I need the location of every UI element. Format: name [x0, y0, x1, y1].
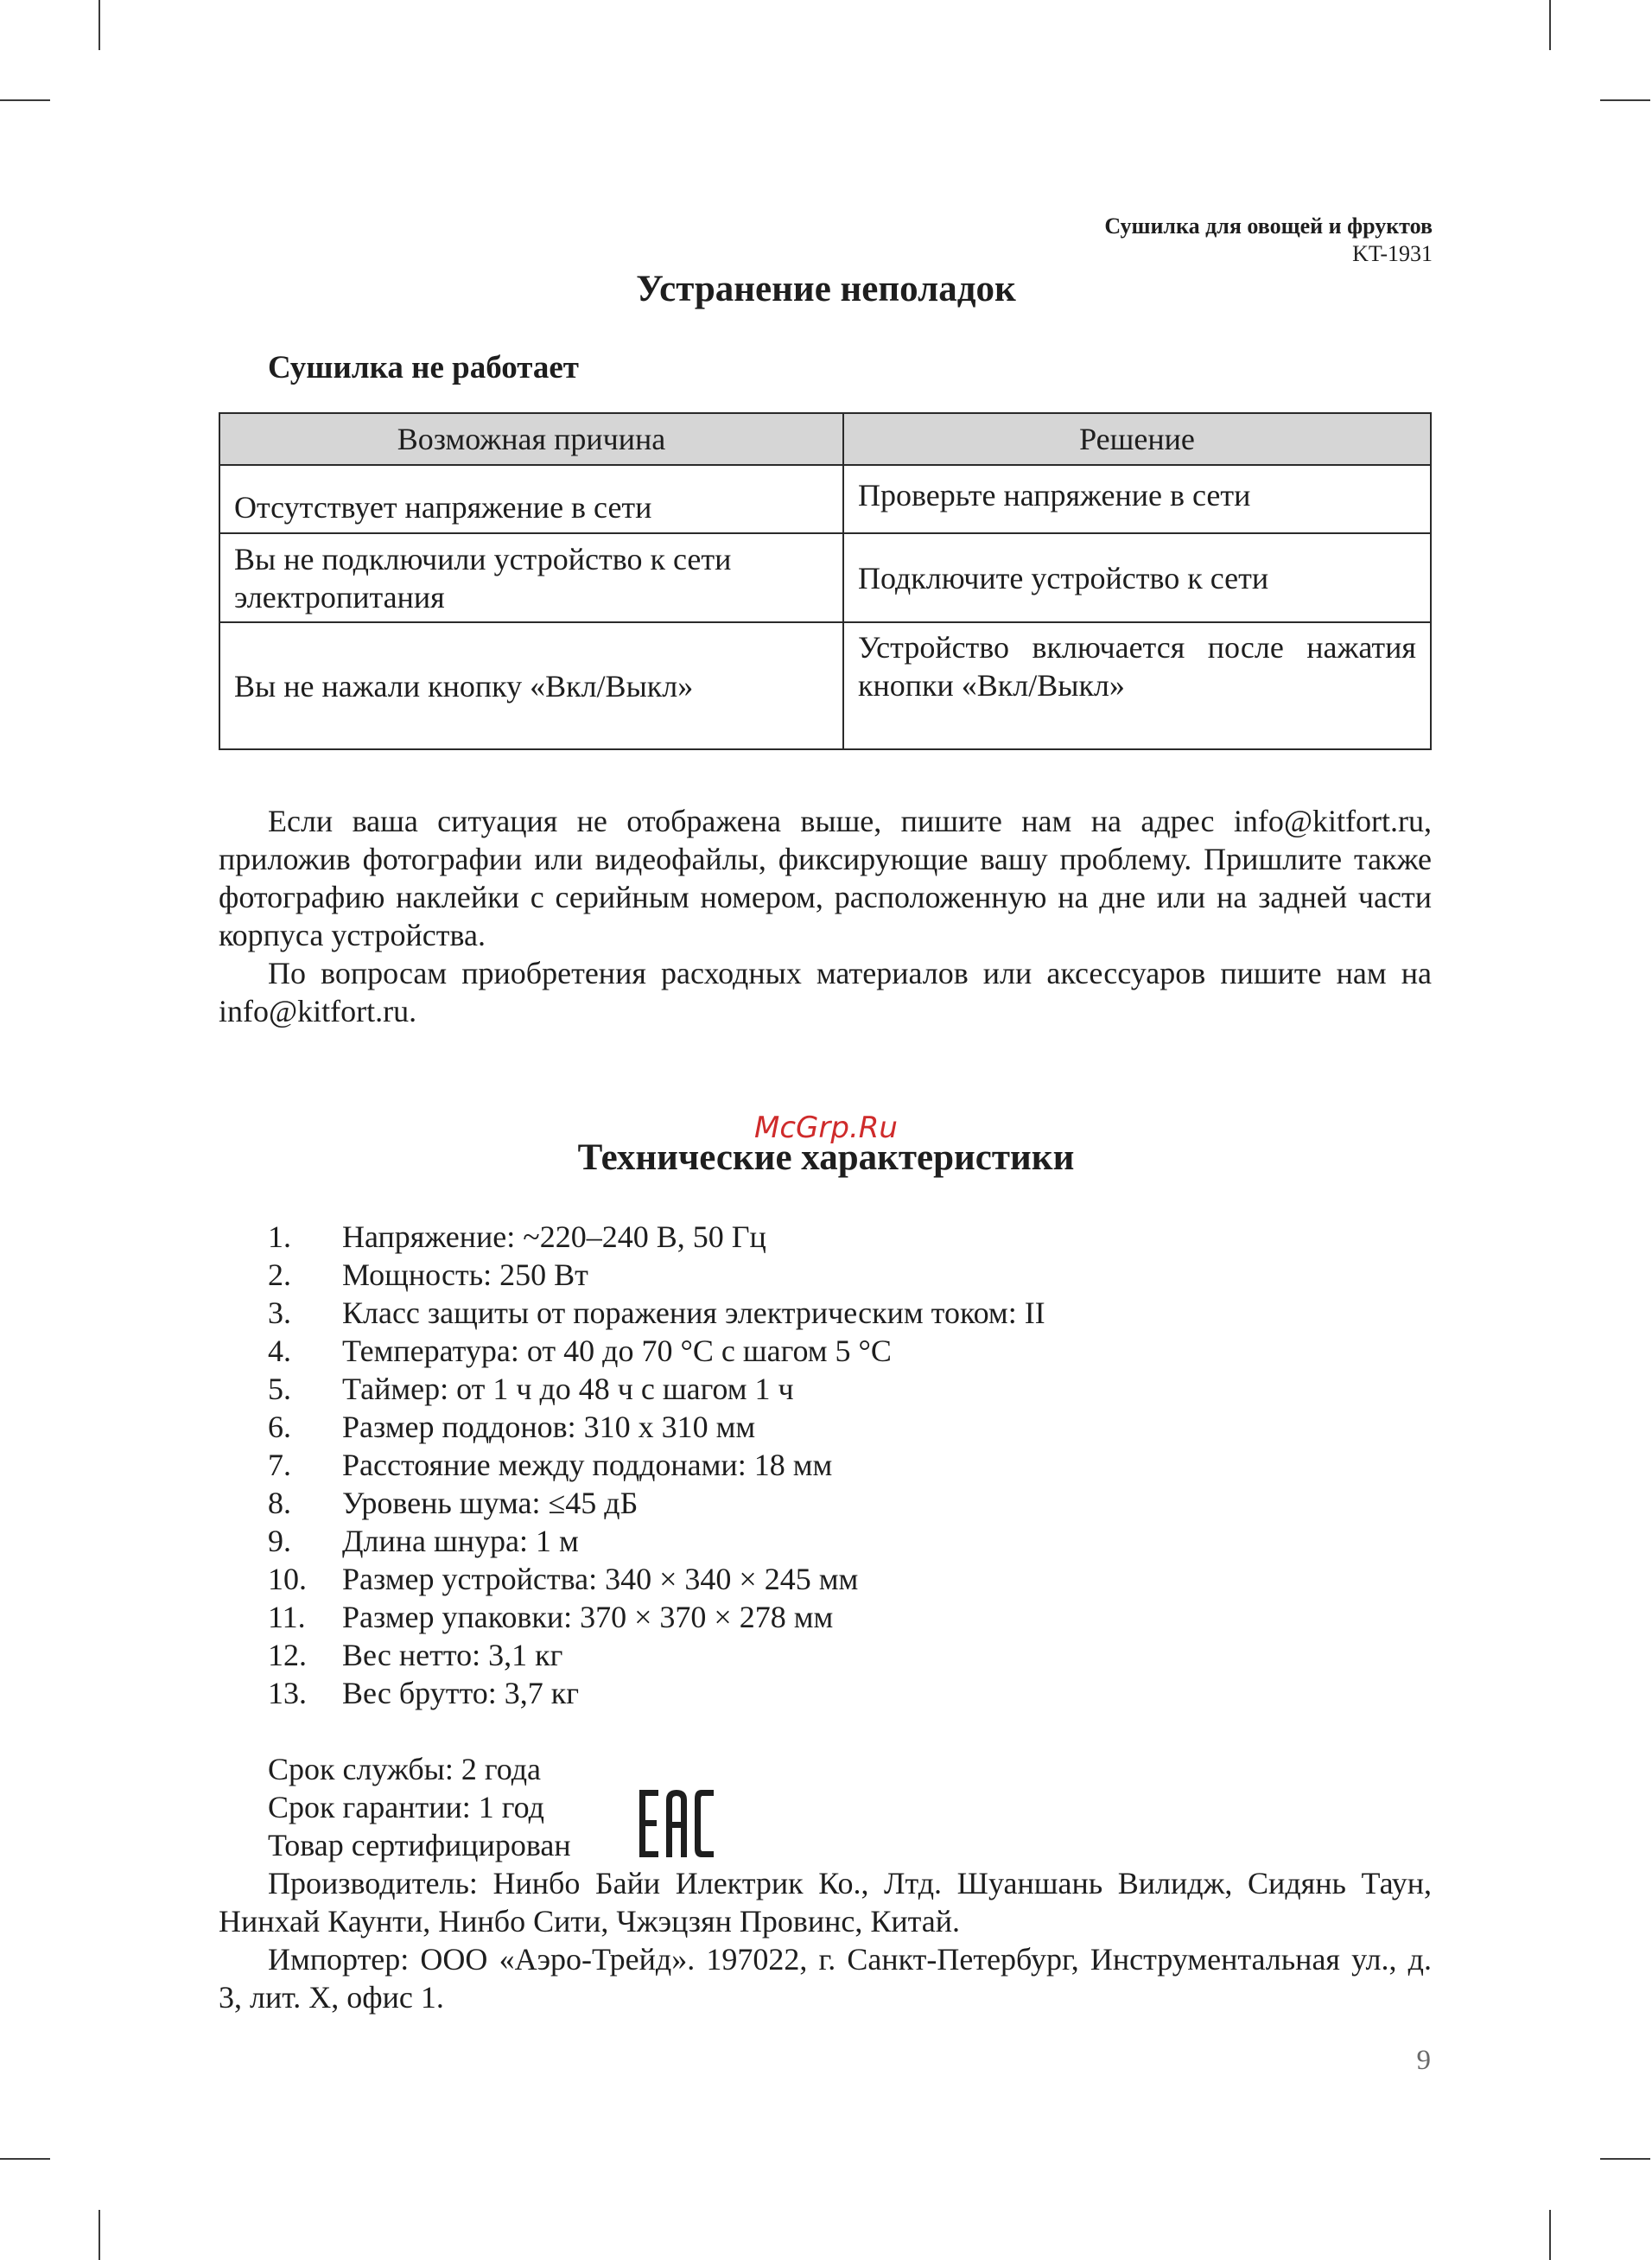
- item-text: Расстояние между поддонами: 18 мм: [342, 1448, 833, 1482]
- cell-cause: Вы не нажали кнопку «Вкл/Выкл»: [219, 622, 843, 749]
- eac-mark-icon: [639, 1790, 714, 1857]
- item-text: Напряжение: ~220–240 В, 50 Гц: [342, 1219, 766, 1254]
- item-number: 11.: [268, 1600, 306, 1634]
- column-header-solution: Решение: [843, 413, 1431, 465]
- table-header-row: [219, 413, 1431, 465]
- crop-mark: [1549, 0, 1551, 50]
- list-item: [268, 1446, 1045, 1484]
- crop-mark: [0, 2158, 50, 2160]
- list-item: [268, 1256, 1045, 1294]
- specs-list: [268, 1218, 1045, 1712]
- item-number: 10.: [268, 1562, 307, 1596]
- contact-paragraph: Если ваша ситуация не отображена выше, пишите нам на адрес info@kitfort.ru, приложив фотографии или видеофайлы, фиксирующие вашу проблему. Пришлите также фотографию наклейки с серийным номером, расположенную на дне или на задней части корпуса устройства.: [219, 804, 1432, 952]
- list-item: [268, 1218, 1045, 1256]
- item-text: Размер поддонов: 310 x 310 мм: [342, 1410, 756, 1444]
- item-text: Длина шнура: 1 м: [342, 1524, 579, 1558]
- item-text: Таймер: от 1 ч до 48 ч с шагом 1 ч: [342, 1372, 794, 1406]
- crop-mark: [1600, 99, 1650, 101]
- page-number: 9: [1416, 2045, 1431, 2076]
- table-row: [219, 622, 1431, 749]
- item-number: 13.: [268, 1676, 307, 1710]
- table-row: [219, 533, 1431, 622]
- crop-mark: [1549, 2210, 1551, 2260]
- item-text: Температура: от 40 до 70 °С с шагом 5 °С: [342, 1334, 892, 1368]
- cell-solution: Подключите устройство к сети: [843, 533, 1431, 622]
- item-number: 3.: [268, 1296, 291, 1330]
- item-number: 7.: [268, 1448, 291, 1482]
- list-item: [268, 1332, 1045, 1370]
- warranty-period: Срок гарантии: 1 год: [268, 1790, 544, 1824]
- column-header-cause: Возможная причина: [219, 413, 843, 465]
- cell-solution: Проверьте напряжение в сети: [843, 465, 1431, 533]
- cell-cause: Вы не подключили устройство к сети электропитания: [219, 533, 843, 622]
- item-text: Размер устройства: 340 × 340 × 245 мм: [342, 1562, 859, 1596]
- list-item: [268, 1294, 1045, 1332]
- list-item: [268, 1636, 1045, 1674]
- item-text: Вес брутто: 3,7 кг: [342, 1676, 579, 1710]
- certification-note: Товар сертифицирован: [268, 1828, 571, 1862]
- manufacturer-info: [219, 1864, 1432, 2016]
- list-item: [268, 1370, 1045, 1408]
- list-item: [268, 1598, 1045, 1636]
- header-product: Сушилка для овощей и фруктов: [1104, 213, 1433, 239]
- troubleshooting-table: [219, 412, 1432, 750]
- list-item: [268, 1560, 1045, 1598]
- list-item: [268, 1674, 1045, 1712]
- specs-title: Технические характеристики: [577, 1137, 1075, 1178]
- contact-text: [219, 802, 1432, 1030]
- service-info: [268, 1750, 571, 1864]
- item-number: 9.: [268, 1524, 291, 1558]
- header-model: KT-1931: [1352, 241, 1433, 266]
- accessories-paragraph: По вопросам приобретения расходных материалов или аксессуаров пишите нам на info@kitfort.ru.: [219, 956, 1432, 1028]
- crop-mark: [98, 2210, 100, 2260]
- item-number: 12.: [268, 1638, 307, 1672]
- cell-cause: Отсутствует напряжение в сети: [219, 465, 843, 533]
- item-text: Мощность: 250 Вт: [342, 1257, 588, 1292]
- troubleshooting-title: Устранение неполадок: [636, 269, 1016, 309]
- item-number: 2.: [268, 1257, 291, 1292]
- item-text: Уровень шума: ≤45 дБ: [342, 1486, 639, 1520]
- crop-mark: [98, 0, 100, 50]
- item-number: 5.: [268, 1372, 291, 1406]
- item-text: Вес нетто: 3,1 кг: [342, 1638, 563, 1672]
- service-life: Срок службы: 2 года: [268, 1752, 542, 1786]
- item-number: 1.: [268, 1219, 291, 1254]
- manufacturer-text: Производитель: Нинбо Байи Илектрик Ко., Лтд. Шуаншань Вилидж, Сидянь Таун, Нинхай Каунти, Нинбо Сити, Чжэцзян Провинс, Китай.: [219, 1866, 1432, 1939]
- crop-mark: [1600, 2158, 1650, 2160]
- item-text: Класс защиты от поражения электрическим током: II: [342, 1296, 1045, 1330]
- troubleshooting-subtitle: Сушилка не работает: [268, 350, 579, 385]
- cell-solution: Устройство включается после нажатия кнопки «Вкл/Выкл»: [843, 622, 1431, 749]
- list-item: [268, 1408, 1045, 1446]
- item-number: 6.: [268, 1410, 291, 1444]
- table-row: [219, 465, 1431, 533]
- list-item: [268, 1484, 1045, 1522]
- importer-text: Импортер: ООО «Аэро-Трейд». 197022, г. Санкт-Петербург, Инструментальная ул., д. 3, лит. Х, офис 1.: [219, 1942, 1432, 2015]
- item-number: 4.: [268, 1334, 291, 1368]
- item-number: 8.: [268, 1486, 291, 1520]
- watermark: McGrp.Ru: [754, 1111, 898, 1145]
- item-text: Размер упаковки: 370 × 370 × 278 мм: [342, 1600, 834, 1634]
- list-item: [268, 1522, 1045, 1560]
- running-header: [1104, 213, 1433, 268]
- crop-mark: [0, 99, 50, 101]
